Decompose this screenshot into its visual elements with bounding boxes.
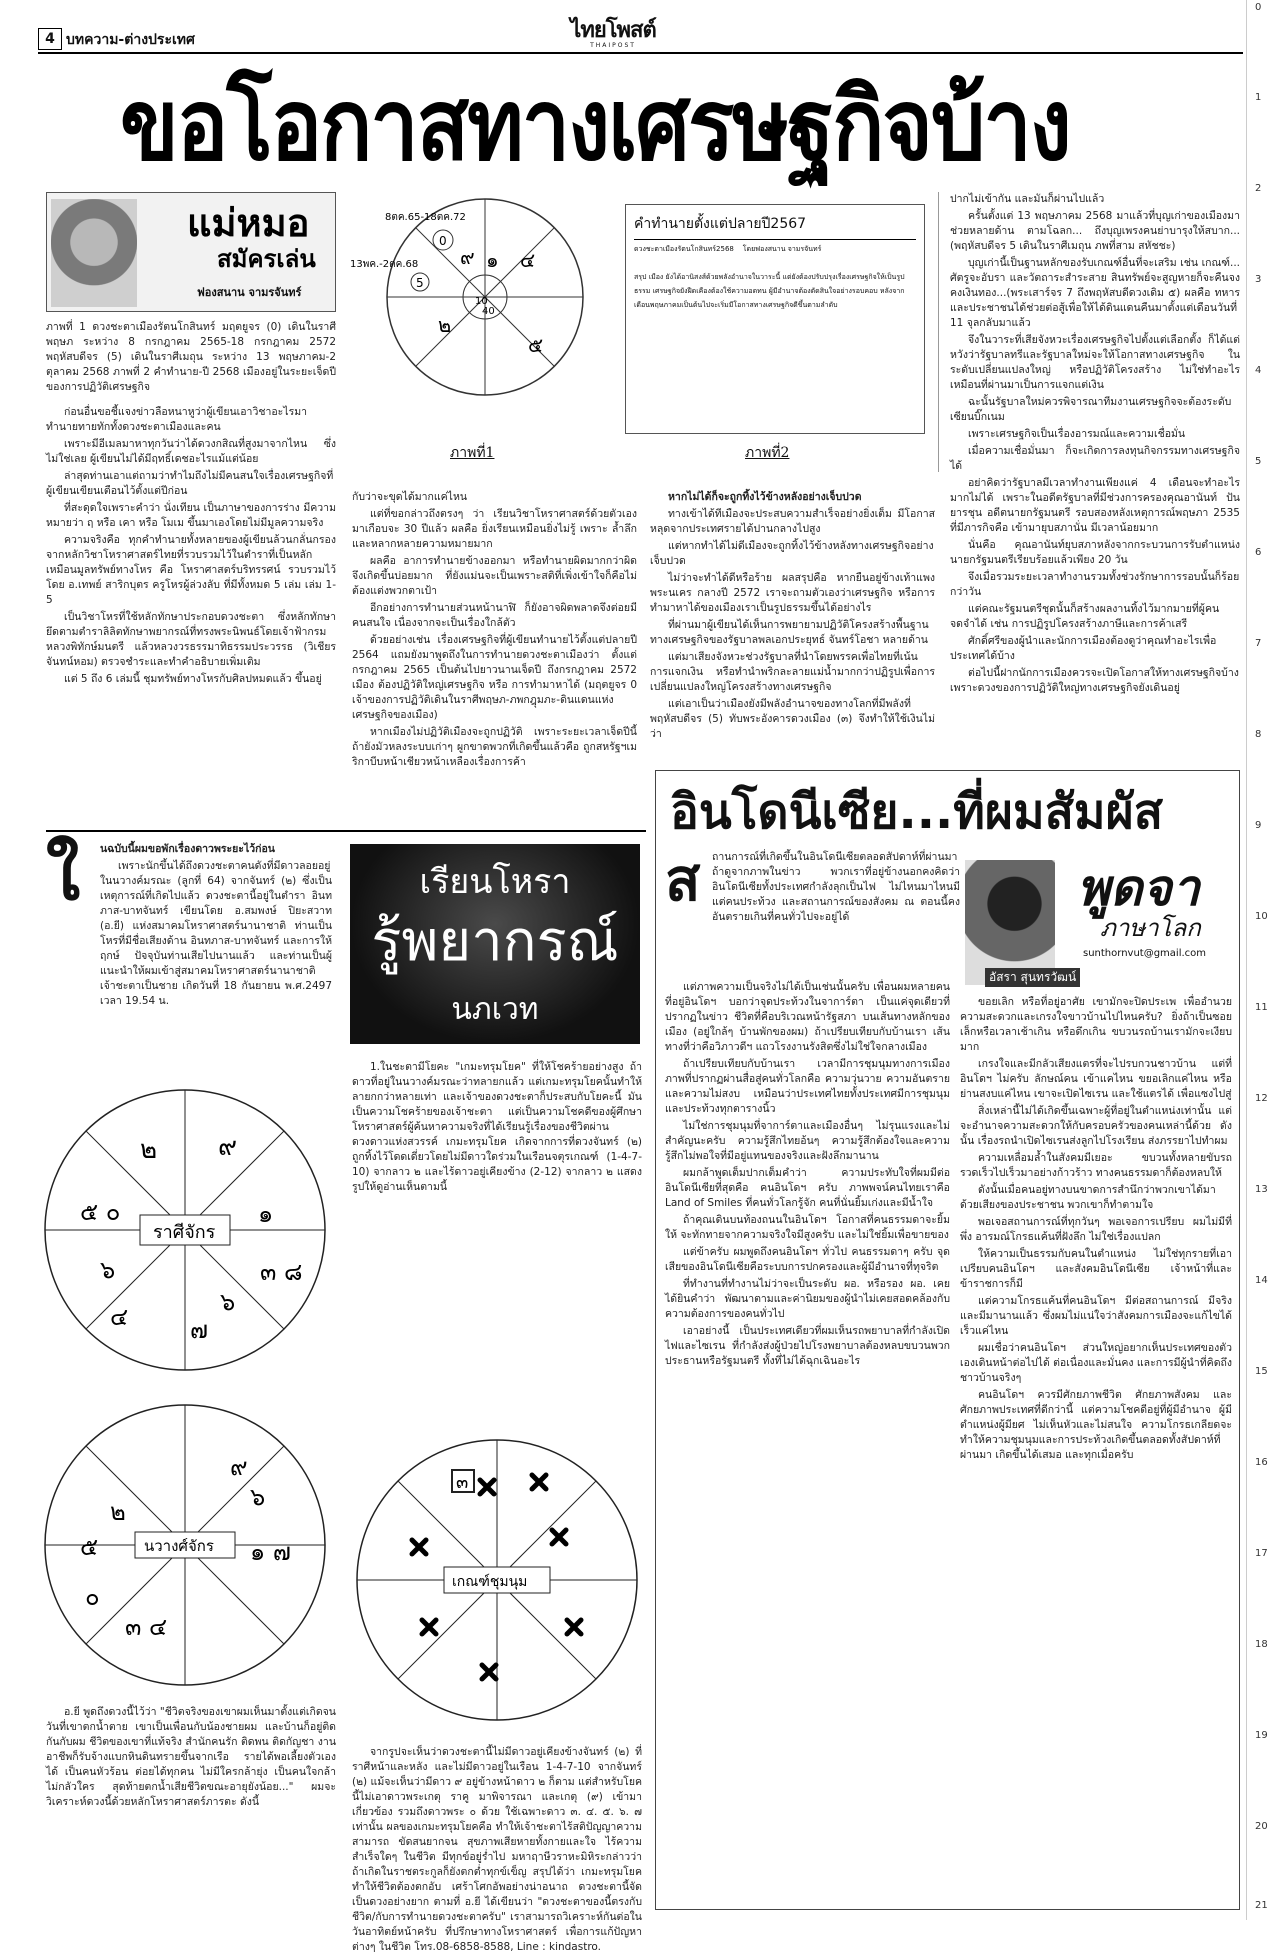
rattanakosin-chart [350, 192, 610, 472]
paragraph: หากไม่ได้ก็จะถูกทิ้งไว้ข้างหลังอย่างเจ็บปวด [668, 491, 862, 503]
horoscope-mid-text [352, 1060, 642, 1420]
ruler-mark: 6 [1255, 547, 1262, 558]
paragraph: คนอินโดฯ ควรมีศักยภาพชีวิต ศักยภาพสังคม และศักยภาพประเทศที่ดีกว่านี้ แต่ความโชคดีอยู่ที่ผู้มีอำนาจ ผู้มีตำแหน่งผู้มียศ ไม่เห็นหัวและไม่สนใจ ความโกรธเกลียดจะทำให้ความชุมนุมและการประท้วงเกิดขึ้นตลอดทั้งสัปดาห์ที่ผ่านมา เกิดขึ้นได้เสมอ และทุกเมื่อครับ [960, 1389, 1232, 1461]
header-rule [38, 52, 1243, 54]
ruler-mark: 5 [1255, 456, 1262, 467]
banner-title: เรียนโหรา [419, 862, 571, 902]
section-label: บทความ-ต่างประเทศ [66, 32, 195, 48]
banner-author: นภเวท [451, 992, 539, 1027]
paragraph: ขอยเลิก หรือที่อยู่อาศัย เขามักจะปิดประเพ เพื่ออำนวยความสะดวกและเกรงใจขาวบ้านไปไหนครับ? ยิ่งถ้าเป็นซอยเล็กหรือเวลาเช้าเกิน หรือดึกเกิน ขบวนรถบ้านเรามักจะเงียบมาก [960, 996, 1232, 1053]
figure-1 [350, 192, 610, 472]
ruler-mark: 9 [1255, 820, 1262, 831]
main-headline: ขอโอกาสทางเศรษฐกิจบ้าง [120, 68, 1070, 183]
paragraph: ฉะนั้นรัฐบาลใหม่ควรพิจารณาทีมงานเศรษฐกิจจะต้องระดับเซียนบิ๊กเนม [950, 396, 1232, 423]
author-photo [51, 199, 137, 307]
paragraph: ทางเข้าได้ทีเมืองจะประสบความสำเร็จอย่างยิ่งเต็ม มีโอกาสหลุดจากประเทศรายได้ปานกลางไปสูง [650, 508, 935, 535]
paragraph: แต่ที่ขอกล่าวถึงตรงๆ ว่า เรียนวิชาโหราศาสตร์ด้วยตัวเองมาเกือบจะ 30 ปีแล้ว ผลคือ ยิ่งเรียนเหมือนยิ่งไม่รู้ เพราะ ล้ำลึกและหลากหลายความหมายมาก [352, 508, 637, 550]
paragraph: นั่นคือ คุณอานันท์ยุบสภาหลังจากกระบวนการรับตำแหน่งนายกรัฐมนตรีเรียบร้อยแล้วเพียง 20 วัน [950, 539, 1240, 566]
paragraph: ไม่ว่าจะทำได้ดีหรือร้าย ผลสรุปคือ หากยืนอยู่ข้างเท้าแพง พระนเคร กลางปี 2572 เราจะถามตัวเองว่าเศรษฐกิจ หรือการทำมาหาได้ของเมืองเราเป็นรูปธรรมขึ้นได้อย่างไร [650, 572, 935, 614]
paragraph: แต่มาเสียงจังหวะช่วงรัฐบาลที่นำโดยพรรคเพื่อไทยที่เน้นการแจกเงิน หรือทำนำพริกละลายแม่น้ำมากกว่าปฏิรูปเพื่อการเปลี่ยนแปลงใหญ่โครงสร้างทางเศรษฐกิจ [650, 651, 935, 693]
paragraph: ไม่ใช่การชุมนุมที่จาการ์ตาและเมืองอื่นๆ ไม่รุนแรงและไม่สำคัญนะครับ ความรู้สึกไทยอ้นๆ ความรู้สึกต้องใจและความรู้สึกไม่พอใจที่มีอยู่แทนของจริงและฝังลึกมานาน [665, 1120, 950, 1162]
masthead-logo [558, 18, 668, 48]
paragraph: ศักดิ์ศรีของผู้นำและนักการเมืองต้องดูว่าคุณทำอะไรเพื่อประเทศได้บ้าง [950, 635, 1217, 662]
author-email: sunthornvut@gmail.com [1083, 948, 1207, 959]
paragraph: แต่ความโกรธแค้นที่คนอินโดฯ มีต่อสถานการณ์ มีจริงและมีมานานแล้ว ซึ่งผมไม่แน่ใจว่าสังคมการเมืองจะแก้ไขได้เร็วแค่ไหน [960, 1295, 1232, 1337]
author-photo [965, 860, 1055, 985]
svg-text:๖: ๖ [100, 1256, 116, 1284]
figure-2-sub2: โดยฟองสนาน จามรจันทร์ [742, 245, 822, 253]
page-number: 4 [38, 28, 62, 50]
ruler-mark: 13 [1255, 1184, 1268, 1195]
page-ruler [1246, 0, 1287, 1920]
label-top-left: 8ตค.65-18ตค.72 [385, 212, 466, 223]
paragraph: ด้วยอย่างเช่น เรื่องเศรษฐกิจที่ผู้เขียนทำนายไว้ตั้งแต่ปลายปี 2564 แถมยังมาพูดถึงในการทำนายดวงชะตาเมืองว่า ตั้งแต่กรกฎาคม 2565 เป็นต้นไปยาวนานเจ็ดปี ถึงกรกฎาคม 2572 เมือง ต้องปฏิวัติใหญ่เศรษฐกิจ หรือ การทำมาหาได้ (มฤตยูจร 0 เจ้าของการปฏิวัติเดินในราศีพฤษภ-ภพกฎุมภะ-ดินแดนแห่งเศรษฐกิจของเมือง) [352, 634, 637, 721]
paragraph: เพราะมีอีเมลมาหาทุกวันว่าได้ดวงกสิณที่สูงมาจากไหน ซึ่งไม่ใช่เลย ผู้เขียนไม่ได้มีฤทธิ์เดชอะไรแม้แต่น้อย [46, 438, 336, 465]
horoscope-banner [350, 844, 640, 1044]
paragraph: เพราะเศรษฐกิจเป็นเรื่องอารมณ์และความเชื่อมั่น [968, 428, 1186, 440]
figure-2-title: คำทำนายตั้งแต่ปลายปี2567 [634, 213, 916, 240]
svg-text:40: 40 [482, 306, 495, 317]
ruler-mark: 2 [1255, 183, 1262, 194]
horoscope-bottom-left [46, 1705, 336, 1910]
lead-paragraph: ถานการณ์ที่เกิดขึ้นในอินโดนีเซียตลอดสัปดาห์ที่ผ่านมา ถ้าดูจากภาพในข่าว พวกเราที่อยู่ข้างนอกคงคิดว่าอินโดนีเซียทั้งประเทศกำลังลุกเป็นไฟ ไม่ไหนมาไหนมีแต่คนประท้วง และสถานการณ์ของสังคม ณ ตอนนี้คงอันตรายเกินที่คนทั่วไปจะอยู่ได้ [712, 851, 960, 923]
svg-text:๑: ๑ [258, 1200, 274, 1228]
main-col-3 [650, 490, 935, 760]
paragraph: อีกอย่างการทำนายส่วนหน้านาฬิ ก็ยังอาจผิดพลาดจึงต่อยมีคนสนใจ เนื่องจากจะเป็นเรื่องใกล้ตัว [352, 602, 637, 629]
figure-intro: ภาพที่ 1 ดวงชะตาเมืองรัตนโกสินทร์ มฤตยูจร (0) เดินในราศีพฤษภ ระหว่าง 8 กรกฎาคม 2565-18 กรกฎาคม 2572 พฤหัสบดีจร (5) เดินในราศีเมถุน ระหว่าง 13 พฤษภาคม-2 ตุลาคม 2568 ภาพที่ 2 คำทำนาย-ปี 2568 เมืองอยู่ในระยะเจ็ดปีของการปฏิวัติเศรษฐกิจ [46, 321, 336, 393]
paragraph: ผลคือ อาการทำนายข้างออกมา หรือทำนายผิดมากกว่าผิด จึงเกิดขึ้นบ่อยมาก ที่ยังแม่นจะเป็นเพราะสติที่เพิ่งเข้าใจก็คือไม่ต้องแต่งพวกตาเป้า [352, 555, 637, 597]
svg-text:๕: ๕ [528, 333, 544, 357]
figure-2-sub: ดวงชะตาเมืองรัตนโกสินทร์2568 [634, 245, 734, 253]
page-header [38, 17, 1238, 54]
paragraph: แต่เอาเป็นว่าเมืองยังมีพลังอำนาจของทางโลกที่มีพลังที่พฤหัสบดีจร (5) ทับพระอังคารดวงเมือง (๓) จึงทำให้ใช้เงินไม่ว่า [650, 698, 935, 740]
rasi-chart [40, 1080, 330, 1380]
svg-text:10: 10 [475, 296, 488, 307]
paragraph: ที่ผ่านมาผู้เขียนได้เห็นการพยายามปฏิวัติโครงสร้างพื้นฐานทางเศรษฐกิจของรัฐบาลพลเอกประยุทธ์ จันทร์โอชา หลายด้าน [650, 619, 929, 646]
ruler-mark: 17 [1255, 1548, 1268, 1559]
indonesia-lead [712, 850, 960, 975]
svg-text:๔: ๔ [110, 1303, 129, 1331]
ruler-mark: 14 [1255, 1275, 1268, 1286]
paragraph: ปากไม่เข้ากัน และมันก็ผ่านไปแล้ว [950, 193, 1105, 205]
svg-text:๙: ๙ [218, 1132, 238, 1162]
paragraph: แต่หากทำได้ไม่ดีเมืองจะถูกทิ้งไว้ข้างหลังทางเศรษฐกิจอย่างเจ็บปวด [650, 540, 934, 567]
ruler-mark: 3 [1255, 274, 1262, 285]
paragraph: ผมเชื่อว่าคนอินโดฯ ส่วนใหญ่อยากเห็นประเทศของตัวเองเดินหน้าต่อไปได้ ต่อเนื่องและมั่นคง และการมีผู้นำที่คิดถึงชาวบ้านจริงๆ [960, 1342, 1232, 1384]
figure-2-body: สรุป เมือง ยังได้อานิสงส์ด้วยพลังอำนาจในวาระนี้ แต่ยังต้องปรับปรุงเรื่องเศรษฐกิจให้เป็นรูปธรรม เศรษฐกิจยังฝืดเคืองต้องใช้ความอดทน ผู้มีอำนาจต้องตัดสินใจอย่างรอบคอบ หลังจากเดือนพฤษภาคมเป็นต้นไปจะเริ่มมีโอกาสทางเศรษฐกิจดีขึ้นตามลำดับ [634, 273, 905, 309]
svg-text:๙: ๙ [230, 1453, 248, 1481]
svg-text:๐: ๐ [85, 1583, 100, 1611]
paragraph: 1.ในชะตามีโยคะ "เกมะทรุมโยค" ที่ให้โชคร้ายอย่างสูง ถ้าดาวที่อยู่ในนวางค์มรณะว่าทลายกแล้ว แต่เกมะทรุมโยคนั้นทำให้ลายกกว่าหลายเท่า และเจ้าของดวงชะตาก็ประสบกับโยคะนี้ มันเป็นความโชคร้ายของเจ้าชะตา แต่เป็นความโชคดีของผู้ศึกษาโหราศาสตร์ผู้ค้นหาความจริงที่ได้เรียนรู้เรื่องของชีวิตผ่านดวงดาวแห่งสวรรค์ เกมะทรุมโยค เกิดจากการที่ดวงจันทร์ (๒) ถูกทิ้งไว้โดดเดี่ยวโดยไม่มีดาวใดร่วมในเรือนจตุรเกณฑ์ (1-4-7-10) จากลาว ๒ และไร้ดาวอยู่เคียงข้าง (2-12) จากลาว ๒ แสดงรูปให้ดูอ่านเห็นตามนี้ [352, 1061, 642, 1193]
paragraph: ผมกล้าพูดเต็มปากเต็มคำว่า ความประทับใจที่ผมมีต่ออินโดนีเซียที่สุดคือ คนอินโดฯ ครับ ภาพพจน์คนไทยเราคือ Land of Smiles ที่คนทั่วโลกรู้จัก คนที่นั่นยิ้มเก่งและมีน้ำใจ [665, 1167, 950, 1209]
svg-text:๒: ๒ [110, 1498, 126, 1526]
ruler-mark: 12 [1255, 1093, 1268, 1104]
paragraph: เป็นวิชาโหรที่ใช้หลักทักษาประกอบดวงชะตา ซึ่งหลักทักษายึดตามตำราลิลิตทักษาพยากรณ์ที่ทรงพระนิพนธ์โดยเจ้าฟ้ากรมหลวงพิทักษ์มนตรี แล้วหลวงวรธรรมาทิธรรมประวรรธ (วิเชียร จันทน์หอม) ตรวจชำระและทำคำอธิบายเพิ่มเติม [46, 611, 336, 668]
svg-text:๕ ๐: ๕ ๐ [80, 1198, 121, 1226]
ruler-mark: 4 [1255, 365, 1262, 376]
ruler-mark: 21 [1255, 1900, 1268, 1911]
indonesia-headline: อินโดนีเซีย...ที่ผมสัมผัส [670, 784, 1163, 840]
column-author: ฟองสนาน จามรจันทร์ [197, 286, 302, 299]
paragraph: อ.ยี พูดถึงดวงนี้ไว้ว่า "ชีวิตจริงของเขาผมเห็นมาตั้งแต่เกิดจนวันที่เขาตกน้ำตาย เขาเป็นเพื่อนกับน้องชายผม และบ้านก็อยู่ติดกันกับผม ชีวิตของเขาที่แท้จริง สำนักคนรัก ติดพน ติดกัญชา งานอาชีพก็รับจ้างแบกหินดินทรายขึ้นจากเรือ รายได้พอเลี้ยงตัวเองได้ เป็นคนหัวร้อน ต่อยได้ทุกคน ไม่มีใครกล้ายุ่ง เป็นคนใจกล้า ไม่กลัวใคร สุดท้ายตกน้ำเสียชีวิตขณะอายุยังน้อย..." ผมจะวิเคราะห์ดวงนี้ด้วยหลักโหราศาสตร์ภารตะ ดังนี้ [46, 1706, 336, 1808]
paragraph: อย่าคิดว่ารัฐบาลมีเวลาทำงานเพียงแค่ 4 เดือนจะทำอะไรมากไม่ได้ เพราะในอดีตรัฐบาลที่มีช่วงการครองคุณอานันท์ ปันยารชุน อดีตนายกรัฐมนตรี รอบสองหลังเหตุการณ์พฤษภา 2535 ที่มีภารกิจคือ เข้ามายุบสภานั่น มีเวลาน้อยมาก [950, 477, 1240, 534]
navamsa-chart [40, 1395, 330, 1695]
ruler-mark: 18 [1255, 1639, 1268, 1650]
orb-5: 5 [416, 276, 424, 290]
svg-text:๕: ๕ [80, 1533, 99, 1561]
ruler-mark: 16 [1255, 1457, 1268, 1468]
indonesia-col-left [665, 980, 950, 1905]
column-banner [46, 192, 336, 312]
figure-1-caption: ภาพที่1 [450, 445, 495, 461]
ruler-mark: 20 [1255, 1821, 1268, 1832]
main-col-2 [352, 490, 637, 820]
main-col-4 [950, 192, 1240, 762]
column-name: พูดจา [1077, 858, 1200, 917]
svg-text:๖: ๖ [250, 1483, 266, 1511]
ruler-mark: 11 [1255, 1002, 1268, 1013]
paragraph: จึงเมื่อรวมระยะเวลาทำงานรวมทั้งช่วงรักษาการรอบนั้นก็ร้อยกว่าวัน [950, 571, 1240, 598]
banner-title-2: รู้พยากรณ์ [371, 909, 619, 974]
paragraph: ให้ความเป็นธรรมกับคนในตำแหน่ง ไม่ใช่ทุกรายที่เอาเปรียบคนอินโดฯ และสังคมอินโดนีเซีย เจ้าหน้าที่และข้าราชการก็มี [960, 1248, 1232, 1290]
paragraph: เอาอย่างนี้ เป็นประเทศเดียวที่ผมเห็นรถพยาบาลที่กำลังเปิดไฟและไซเรน ที่กำลังส่งผู้ป่วยไปโรงพยาบาลต้องหลบขบวนพวกประธานหรือรัฐมนตรี ทั้งที่ไม่ได้ฉุกเฉินอะไร [665, 1325, 950, 1367]
navamsa-chart-label: นวางศ์จักร [144, 1537, 214, 1555]
svg-text:๙: ๙ [460, 245, 475, 269]
figure-2 [625, 192, 935, 472]
indonesia-dropcap: ส [665, 846, 701, 914]
paragraph: บุญเก่านี้เป็นฐานหลักของรับเกณฑ์อื่นที่จะเสริม เช่น เกณฑ์... ศัตรูจะอับรา และวัตถาระสำระสาย สินทรัพย์จะสูญหายก็จะคืนจงคงเงินทอง...(พระเสาร์จร 7 ถึงพฤหัสบดีดวงเดิม ๕) ผลคือ ทหารและประชาชนได้ช่วยต่อสู้เพื่อให้ได้ดินแดนคืนมาตั้งแต่เดือนวันที่ 11 จุลกลับมาแล้ว [950, 257, 1240, 329]
paragraph: แต่คณะรัฐมนตรีชุดนั้นก็สร้างผลงานทิ้งไว้มากมายที่ผู้คนจดจำได้ เช่น การปฏิรูปโครงสร้างภาษีและการค้าเสรี [950, 603, 1220, 630]
paragraph: ก่อนอื่นขอชี้แจงข่าวลือหนาหูว่าผู้เขียนเอาวิชาอะไรมาทำนายทายทักทั้งดวงชะตาเมืองและคน [46, 406, 308, 433]
intro-heading: นฉบับนี้ผมขอพักเรื่องดาวพระยะไว้ก่อน [100, 843, 275, 855]
main-col-1 [46, 320, 336, 820]
paragraph: เกรงใจและมีกลัวเสียงแตรที่จะไปรบกวนชาวบ้าน แต่ที่อินโดฯ ไม่ครับ ลักษณ์คน เข้าแคไหน ขยอเลิกแค่ไหน หรือย่านสงบแค่ไหน เขาจะเปิดไซเรน และใช้แตรได้ เพื่อแซงไปสู่ [960, 1058, 1232, 1100]
column-subtitle: ภาษาโลก [1100, 914, 1201, 942]
svg-text:๔: ๔ [520, 248, 536, 272]
paragraph: สิ่งเหล่านี้ไม่ได้เกิดขึ้นเฉพาะผู้ที่อยู่ในตำแหน่งเท่านั้น แต่จะอำนาจความสะดวกให้กับครอบครัวของคนเหล่านี้ด้วย ดังนั้น เรื่องรถนำเปิดไซเรนส่งลูกไปโรงเรียน ส่งภรรยาไปทำผม [960, 1105, 1232, 1147]
masthead-sub: THAIPOST [590, 42, 636, 49]
indonesia-column-banner [965, 860, 1230, 985]
svg-text:๑: ๑ [486, 248, 499, 272]
intro-body: เพราะนักขึ้นได้ถึงดวงชะตาคนดังที่มีดาวลอยอยู่ในนวางค์มรณะ (ลูกที่ 64) จากจันทร์ (๒) ซึ่งเป็นเหตุการณ์ที่เกิดไปแล้ว ดวงชะตานี้อยู่ในตำรา อินทภาส-บาทจันทร์ เขียนโดย อ.สมพงษ์ ปิยะสวาท (อ.ยี) แห่งสมาคมโหราศาสตร์นานาชาติ ท่านเป็นโหรที่มีชื่อเสียงด้าน อินทภาส-บาทจันทร์ และการให้ฤกษ์ ปัจจุบันท่านเสียไปนานแล้ว และท่านเป็นผู้แนะนำให้ผมเข้าสู่สมาคมโหราศาสตร์นานาชาติ เจ้าชะตาเป็นชาย เกิดวันที่ 18 กันยายน พ.ศ.2497 เวลา 19.54 น. [100, 860, 332, 1007]
rasi-chart-label: ราศีจักร [153, 1222, 216, 1243]
paragraph: ถ้าคุณเดินบนท้องถนนในอินโดฯ โอกาสที่คนธรรมดาจะยิ้มให้ จะทักทายจากความจริงใจมีสูงครับ และไม่ใช่ยิ้มเพื่อขายของ [665, 1214, 950, 1241]
kemadruma-chart [352, 1430, 642, 1730]
ruler-mark: 7 [1255, 638, 1262, 649]
paragraph: ถ้าเปรียบเทียบกับบ้านเรา เวลามีการชุมนุมทางการเมือง ภาพที่ปรากฏผ่านสื่อสู่คนทั่วโลกคือ ความวุ่นวาย ความอันตราย และความไม่สงบ เหมือนว่าประเทศไทยทั้งประเทศมีการชุมนุมและประท้วงทุกตารางนิ้ว [665, 1058, 950, 1115]
horoscope-dropcap: ใ [46, 834, 81, 916]
horoscope-intro [100, 842, 332, 1082]
paragraph: ล่าสุดท่านเอาแต่ถามว่าทำไมถึงไม่มีคนสนใจเรื่องเศรษฐกิจที่ผู้เขียนเขียนเตือนไว้ตั้งแต่ปีก่อน [46, 470, 334, 497]
svg-text:๒: ๒ [140, 1135, 158, 1165]
kemadruma-chart-label: เกณฑ์ชุมนุม [452, 1574, 528, 1590]
paragraph: หากเมืองไม่ปฏิวัติเมืองจะถูกปฏิวัติ เพราะระยะเวลาเจ็ดปีนี้ถ้ายังมัวหลงระบบเก่าๆ ผูกขาดพวกที่เกิดขึ้นแล้วคือ ถูกสหรัฐฯเมริกาบีบหน้าเชียวหน้าเหลืองเรื่องการค้า [352, 726, 637, 768]
paragraph: พอเจอสถานการณ์ที่ทุกวันๆ พอเจอการเปรียบ ผมไม่มีที่พึ่ง อารมณ์โกรธแค้นที่ฝังลึก ไม่ใช่เรื่องแปลก [960, 1216, 1232, 1243]
ruler-mark: 15 [1255, 1366, 1268, 1377]
author-name: อัสรา สุนทรวัฒน์ [985, 968, 1080, 987]
label-left: 13พค.-2ตค.68 [350, 259, 419, 270]
svg-text:๓: ๓ [456, 1472, 469, 1493]
indonesia-col-right [960, 995, 1232, 1905]
svg-text:๓ ๘: ๓ ๘ [260, 1258, 303, 1286]
paragraph: ความจริงคือ ทุกคำทำนายทั้งหลายของผู้เขียนล้วนกลั่นกรองจากหลักวิชาโหราศาสตร์ไทยที่รวบรวมไว้ในตำราที่เป็นหลักเหมือนมูลทรัพย์ทางโหร คือ โหราศาสตร์บริทรรศน์ รวบรวมไว้โดย อ.เทพย์ สาริกบุตร ครูโหรผู้ล่วงลับ ที่มีทั้งหมด 5 เล่ม เล่ม 1-5 [46, 534, 336, 606]
ruler-mark: 0 [1255, 2, 1262, 13]
paragraph: จึงในวาระที่เสียจังหวะเรื่องเศรษฐกิจไปตั้งแต่เลือกตั้ง ก็ได้แต่หวังว่ารัฐบาลทรีและรัฐบาลใหม่จะให้โอกาสทางเศรษฐกิจ ในระดับเปลี่ยนแปลงใหญ่ หรือปฏิวัติโครงสร้าง ไม่ใช่ทำอะไรเหมือนที่ผ่านมาเป็นการแจกแต่เงิน [950, 334, 1240, 391]
paragraph: แต่ภาพความเป็นจริงไม่ได้เป็นเช่นนั้นครับ เพื่อนผมหลายคนที่อยู่อินโดฯ บอกว่าจุดประท้วงในจาการ์ตา เป็นแค่จุดเดียวที่ปรากฏในข่าว ชีวิตที่คือบริเวณหน้ารัฐสภา บนเส้นทางหลักของเมือง (อยู่ใกล้ๆ บ้านพักของผม) ถ้าเปรียบเทียบกับบ้านเรา เส้นทางที่ว่าคือวิภาวดีฯ แถวโรงงานรังสิตซึ่งไม่ใช่ใจกลางเมือง [665, 981, 950, 1053]
section-divider [46, 830, 646, 832]
paragraph: แต่ 5 ถึง 6 เล่มนี้ ชุมทรัพย์ทางโหรกับศิลปหมดแล้ว ขึ้นอยู่ [64, 673, 322, 685]
svg-text:๗: ๗ [190, 1316, 209, 1344]
masthead-title: ไทยโพสต์ [570, 17, 656, 43]
paragraph: ความเหลื่อมล้ำในสังคมมีเยอะ ขบวนทั้งหลายขับรถรวดเร็วไปเร็วมาอย่างก้าวร้าว ทางคนธรรมดาก็ต้องหลบให้ [960, 1152, 1232, 1179]
svg-text:๖: ๖ [220, 1288, 236, 1316]
paragraph: ที่ทำงานที่ทำงานไม่ว่าจะเป็นระดับ ผอ. หรือรอง ผอ. เคยได้ยินคำว่า พัฒนาตามและค่านิยมของผู้นำไม่เคยสอดคล้องกับความต้องการของคนทั่วไป [665, 1278, 950, 1320]
ruler-mark: 10 [1255, 911, 1268, 922]
ruler-mark: 1 [1255, 92, 1262, 103]
figure-2-box [625, 204, 925, 434]
orb-0: 0 [439, 234, 447, 248]
svg-text:๒: ๒ [438, 313, 452, 337]
column-name: แม่หมอ [187, 200, 310, 245]
ruler-mark: 8 [1255, 729, 1262, 740]
svg-text:๑ ๗: ๑ ๗ [250, 1538, 291, 1566]
paragraph: ดังนั้นเมื่อคนอยู่ทางบนขาดการสำนึกว่าพวกเขาได้มาด้วยเสียงของประชาชน พวกเขาก็ทำตามใจ [960, 1184, 1216, 1211]
figure-divider [938, 192, 939, 472]
column-name-2: สมัครเล่น [217, 244, 316, 273]
svg-text:๓ ๔: ๓ ๔ [125, 1613, 168, 1641]
paragraph: กับว่าจะขุดได้มากแค่ไหน [352, 491, 468, 503]
paragraph: เมื่อความเชื่อมั่นมา ก็จะเกิดการลงทุนกิจกรรมทางเศรษฐกิจได้ [950, 445, 1240, 472]
paragraph: ครั้นตั้งแต่ 13 พฤษภาคม 2568 มาแล้วที่บุญเก่าของเมืองมาช่วยหลายด้าน ตามโฉลก... ถึงบุญเพรงคนย่าบารุงให้สบาก... (พฤหัสบดีจร 5 เดินในราศีเมถุน ภพที่สาม สหัชชะ) [950, 210, 1240, 252]
figure-2-caption: ภาพที่2 [745, 445, 790, 461]
ruler-mark: 19 [1255, 1730, 1268, 1741]
paragraph: จากรูปจะเห็นว่าดวงชะตานี้ไม่มีดาวอยู่เคียงข้างจันทร์ (๒) ที่ราศีหน้าและหลัง และไม่มีดาวอยู่ในเรือน 1-4-7-10 จากจันทร์ (๒) แม้จะเห็นว่ามีดาว ๙ อยู่ข้างหน้าดาว ๒ ก็ตาม แต่สำหรับโยคนี้ไม่เอาดาวพระเกตุ ราคู มาพิจารณา และเกตุ (๙) เข้ามาเกี่ยวข้อง รวมถึงดาวพระ ๐ ด้วย ใช้เฉพาะดาว ๓. ๔. ๕. ๖. ๗ เท่านั้น ผลของเกมะทรุมโยคคือ ทำให้เจ้าชะตาไร้สติปัญญาความสามารถ ขัดสนยากจน สุขภาพเสียหายทั้งกายและใจ ไร้ความสำเร็จใดๆ ในชีวิต มีทุกข์อยู่ร่ำไป มหาฤาษีวราหะมิหิระกล่าวว่า ถ้าเกิดในราชตระกูลก็ยังตกต่ำทุกข์เข็ญ สรุปได้ว่า เกมะทรุมโยค ทำให้ชีวิตต้องตกอับ เศร้าโศกอัพอย่างน่าอนาถ ดวงชะตานี้จัดเป็นดวงอย่างยาก ตามที่ อ.ยี ได้เขียนว่า "ดวงชะตาของนี้ตรงกับชีวิต/กับการทำนายดวงชะตาครับ" เราสามารถวิเคราะห์กันต่อในวันอาทิตย์หน้าครับ ที่ปรึกษาทางโหราศาสตร์ เพื่อการแก้ปัญหาต่างๆ ในชีวิต โทร.08-6858-8588, Line : kindastro. [352, 1746, 642, 1953]
paragraph: ต่อไปนี้ฝากนักการเมืองควรจะเปิดโอกาสให้ทางเศรษฐกิจบ้าง เพราะดวงของการปฏิวัติใหญ่ทางเศรษฐกิจยังเดินอยู่ [950, 667, 1239, 694]
paragraph: แต่ข้าครับ ผมพูดถึงคนอินโดฯ ทั่วไป คนธรรมดาๆ ครับ จุดเสียของอินโดนีเซียคือระบบการปกครองและผู้มีอำนาจที่ทุจริต [665, 1246, 950, 1273]
horoscope-bottom-right [352, 1745, 642, 1953]
paragraph: ที่สะดุดใจเพราะคำว่า นั่งเทียน เป็นภาษาของการร่าง มีความหมายว่า ฤ หรือ เคา หรือ โมเม ขึ้นมาเองโดยไม่มีมูลความจริง [46, 502, 336, 529]
